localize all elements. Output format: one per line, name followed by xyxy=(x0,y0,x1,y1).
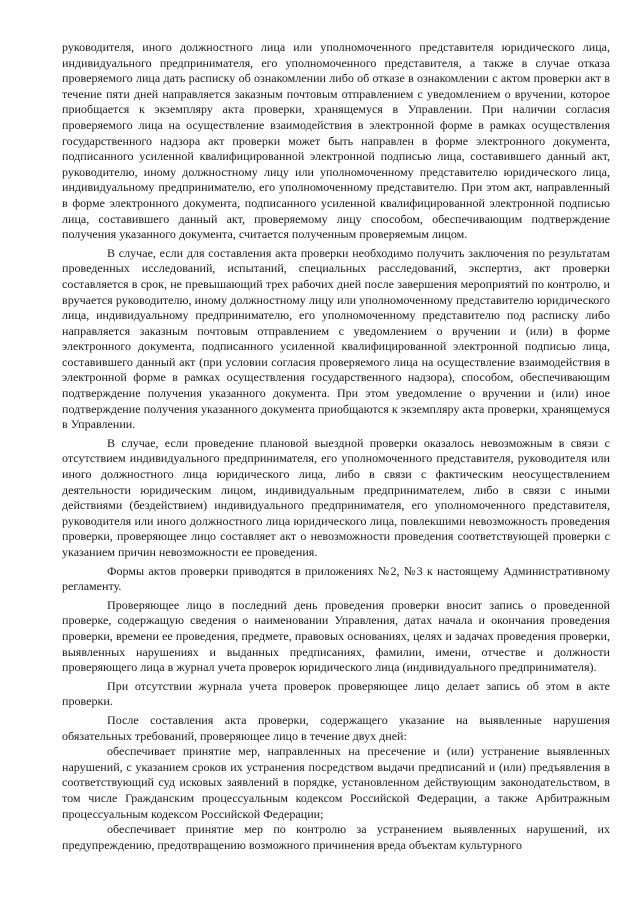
paragraph-9: обеспечивает принятие мер по контролю за устранением выявленных нарушений, их предупреждению, предотвращению возможного причинения вреда объектам культурного xyxy=(62,822,610,852)
paragraph-8: обеспечивает принятие мер, направленных на пресечение и (или) устранение выявленных нарушений, с указанием сроков их устранения посредством выдачи предписаний и (или) предъявления в соответствующий суд исковых заявлений в порядке, установленном действующим законодательством, в том числе Гражданским процессуальным кодексом Российской Федерации, а также Арбитражным процессуальным кодексом Российской Федерации; xyxy=(62,744,610,821)
paragraph-3: В случае, если проведение плановой выездной проверки оказалось невозможным в связи с отсутствием индивидуального предпринимателя, его уполномоченного представителя, руководителя или иного должностного лица юридического лица, либо в связи с фактическим неосуществлением деятельности юридическим лицом, индивидуальным предпринимателем, либо в связи с иными действиями (бездействием) индивидуального предпринимателя, его уполномоченного представителя, руководителя или иного должностного лица юридического лица, повлекшими невозможность проведения проверки, проверяющее лицо составляет акт о невозможности проведения соответствующей проверки с указанием причин невозможности ее проведения. xyxy=(62,435,610,559)
paragraph-6: При отсутствии журнала учета проверок проверяющее лицо делает запись об этом в акте проверки. xyxy=(62,678,610,709)
paragraph-2: В случае, если для составления акта проверки необходимо получить заключения по результатам проведенных исследований, испытаний, специальных расследований, экспертиз, акт проверки составляется в срок, не превышающий трех рабочих дней после завершения мероприятий по контролю, и вручается руководителю, иному должностному лицу или уполномоченному представителю юридического лица, индивидуальному предпринимателю, его уполномоченному представителю под расписку либо направляется заказным почтовым отправлением с уведомлением о вручении и (или) в форме электронного документа, подписанного усиленной квалифицированной электронной подписью лица, составившего данный акт (при условии согласия проверяемого лица на осуществление взаимодействия в электронной форме в рамках осуществления государственного надзора), способом, обеспечивающим подтверждение получения указанного документа. При этом уведомление о вручении и (или) иное подтверждение получения указанного документа приобщаются к экземпляру акта проверки, хранящемуся в Управлении. xyxy=(62,245,610,432)
document-body xyxy=(62,40,610,853)
paragraph-5: Проверяющее лицо в последний день проведения проверки вносит запись о проведенной проверке, содержащую сведения о наименовании Управления, датах начала и окончания проведения проверки, времени ее проведения, предмете, правовых основаниях, целях и задачах проведения проверки, выявленных нарушениях и выданных предписаниях, фамилии, имени, отчестве и должности проверяющего лица в журнал учета проверок юридического лица (индивидуального предпринимателя). xyxy=(62,597,610,675)
paragraph-4: Формы актов проверки приводятся в приложениях №2, №3 к настоящему Административному регламенту. xyxy=(62,563,610,594)
paragraph-1: руководителя, иного должностного лица или уполномоченного представителя юридического лица, индивидуального предпринимателя, его уполномоченного представителя, а также в случае отказа проверяемого лица дать расписку об ознакомлении либо об отказе в ознакомлении с актом проверки акт в течение пяти дней направляется заказным почтовым отправлением с уведомлением о вручении, которое приобщается к экземпляру акта проверки, хранящемуся в Управлении. При наличии согласия проверяемого лица на осуществление взаимодействия в электронной форме в рамках осуществления государственного надзора акт проверки может быть направлен в форме электронного документа, подписанного усиленной квалифицированной электронной подписью лица, составившего данный акт, руководителю, иному должностному лицу или уполномоченному представителю юридического лица, индивидуальному предпринимателю, его уполномоченному представителю. При этом акт, направленный в форме электронного документа, подписанного усиленной квалифицированной электронной подписью лица, составившего данный акт, проверяемому лицу способом, обеспечивающим подтверждение получения указанного документа, считается полученным проверяемым лицом. xyxy=(62,40,610,242)
paragraph-7: После составления акта проверки, содержащего указание на выявленные нарушения обязательных требований, проверяющее лицо в течение двух дней: xyxy=(62,712,610,743)
